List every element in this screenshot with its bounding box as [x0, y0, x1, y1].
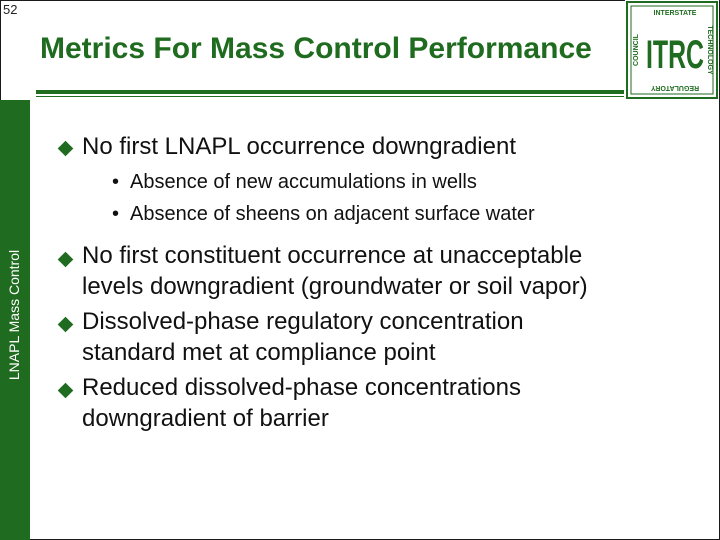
diamond-bullet-icon	[58, 252, 74, 268]
logo-side-text: COUNCIL	[633, 34, 640, 66]
dot-bullet-icon: •	[112, 171, 120, 193]
sub-bullet-2: Absence of sheens on adjacent surface water	[130, 203, 535, 225]
bullet-4-line-1: Reduced dissolved-phase concentrations	[82, 374, 521, 401]
diamond-bullet-icon	[58, 317, 74, 333]
slide-number: 52	[3, 2, 18, 17]
bullet-3-line-2: standard met at compliance point	[82, 339, 436, 366]
diamond-bullet-icon	[58, 383, 74, 399]
logo-bottom-text: REGULATORY	[650, 84, 700, 91]
bullet-3-line-1: Dissolved-phase regulatory concentration	[82, 308, 524, 335]
slide-title: Metrics For Mass Control Performance	[40, 32, 592, 65]
logo-side-text-right: TECHNOLOGY	[706, 25, 713, 75]
bullet-4-line-2: downgradient of barrier	[82, 405, 329, 432]
bullet-2-line-1: No first constituent occurrence at unacceptable	[82, 242, 583, 269]
sub-bullet-1: Absence of new accumulations in wells	[130, 171, 477, 193]
logo-main-text: ITRC	[646, 33, 704, 77]
bullet-1-text: No first LNAPL occurrence downgradient	[82, 133, 516, 160]
diamond-bullet-icon	[58, 141, 74, 157]
logo-top-text: INTERSTATE	[653, 10, 697, 17]
sidebar-label: LNAPL Mass Control	[6, 249, 22, 381]
bullet-2-line-2: levels downgradient (groundwater or soil vapor)	[82, 273, 588, 300]
dot-bullet-icon: •	[112, 203, 120, 225]
